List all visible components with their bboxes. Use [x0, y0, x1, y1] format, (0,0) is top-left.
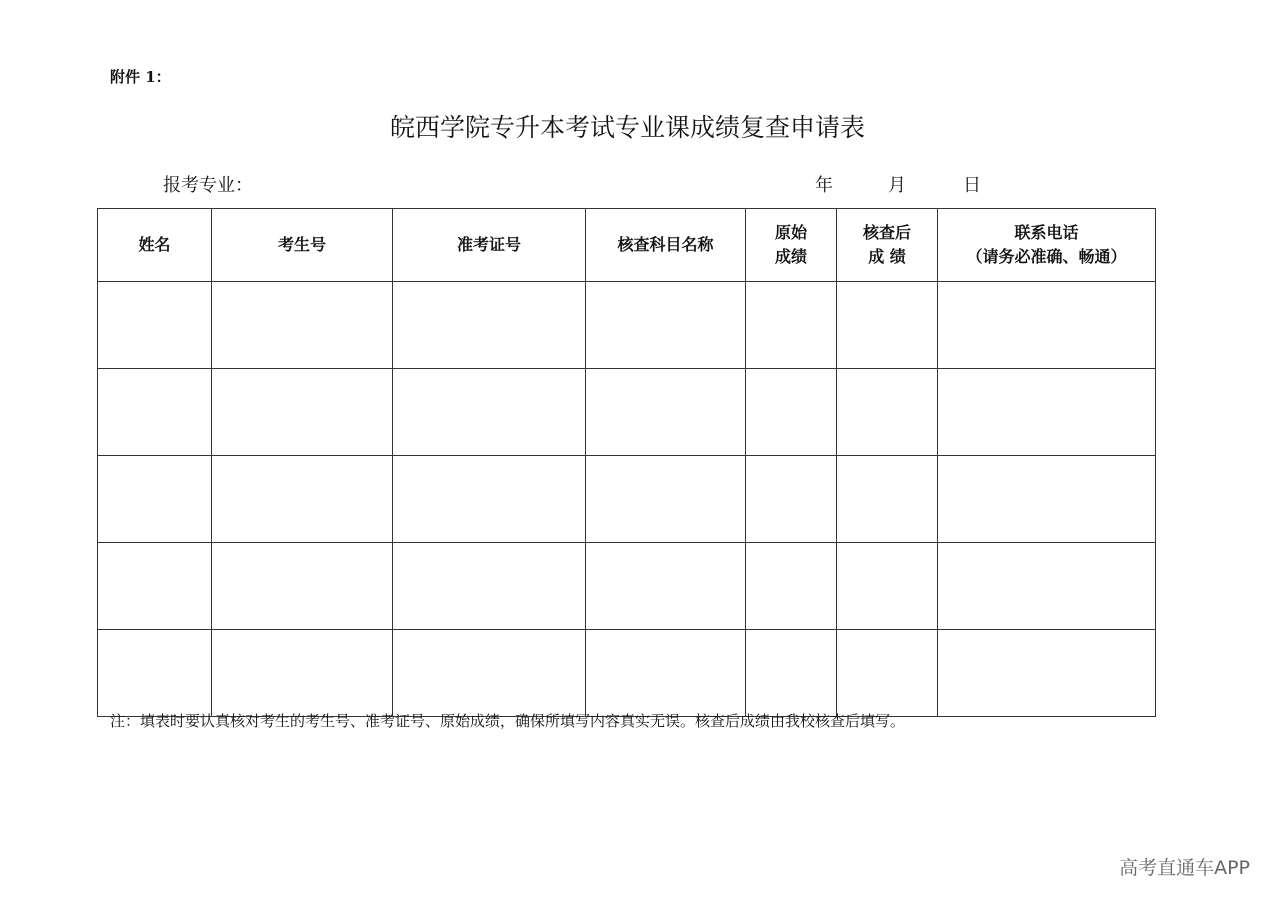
cell[interactable] [586, 456, 746, 543]
date-month: 月 [888, 175, 906, 196]
cell[interactable] [212, 282, 393, 369]
cell[interactable] [837, 543, 938, 630]
cell[interactable] [837, 630, 938, 717]
cell[interactable] [746, 282, 837, 369]
table-row [98, 456, 1156, 543]
cell[interactable] [212, 369, 393, 456]
header-name: 姓名 [98, 209, 212, 282]
cell[interactable] [746, 543, 837, 630]
major-label: 报考专业： [163, 175, 253, 196]
cell[interactable] [98, 543, 212, 630]
header-admission-ticket: 准考证号 [393, 209, 586, 282]
cell[interactable] [98, 282, 212, 369]
cell[interactable] [746, 369, 837, 456]
cell[interactable] [393, 543, 586, 630]
table-row [98, 282, 1156, 369]
cell[interactable] [393, 282, 586, 369]
cell[interactable] [746, 456, 837, 543]
header-original-score: 原始 成绩 [746, 209, 837, 282]
header-phone: 联系电话 （请务必准确、畅通） [938, 209, 1156, 282]
application-table [97, 208, 1156, 717]
cell[interactable] [837, 369, 938, 456]
page-title: 皖西学院专升本考试专业课成绩复查申请表 [389, 113, 865, 142]
cell[interactable] [938, 543, 1156, 630]
header-subject: 核查科目名称 [586, 209, 746, 282]
table-header-row [98, 209, 1156, 282]
cell[interactable] [586, 630, 746, 717]
cell[interactable] [393, 630, 586, 717]
cell[interactable] [393, 456, 586, 543]
cell[interactable] [212, 456, 393, 543]
cell[interactable] [938, 369, 1156, 456]
cell[interactable] [586, 282, 746, 369]
cell[interactable] [212, 543, 393, 630]
cell[interactable] [837, 282, 938, 369]
header-candidate-number: 考生号 [212, 209, 393, 282]
cell[interactable] [938, 630, 1156, 717]
watermark: 高考直通车APP [1119, 857, 1250, 879]
cell[interactable] [98, 630, 212, 717]
header-reviewed-score: 核查后 成 绩 [837, 209, 938, 282]
date-year: 年 [815, 175, 833, 196]
cell[interactable] [746, 630, 837, 717]
cell[interactable] [393, 369, 586, 456]
cell[interactable] [938, 456, 1156, 543]
attachment-label: 附件 1： [110, 68, 171, 86]
table-row [98, 630, 1156, 717]
cell[interactable] [212, 630, 393, 717]
cell[interactable] [586, 543, 746, 630]
cell[interactable] [938, 282, 1156, 369]
cell[interactable] [837, 456, 938, 543]
footnote: 注：填表时要认真核对考生的考生号、准考证号、原始成绩，确保所填写内容真实无误。核查后成绩由我校核查后填写。 [110, 712, 906, 730]
date-day: 日 [963, 175, 981, 196]
cell[interactable] [98, 369, 212, 456]
table-row [98, 369, 1156, 456]
cell[interactable] [98, 456, 212, 543]
cell[interactable] [586, 369, 746, 456]
table-row [98, 543, 1156, 630]
